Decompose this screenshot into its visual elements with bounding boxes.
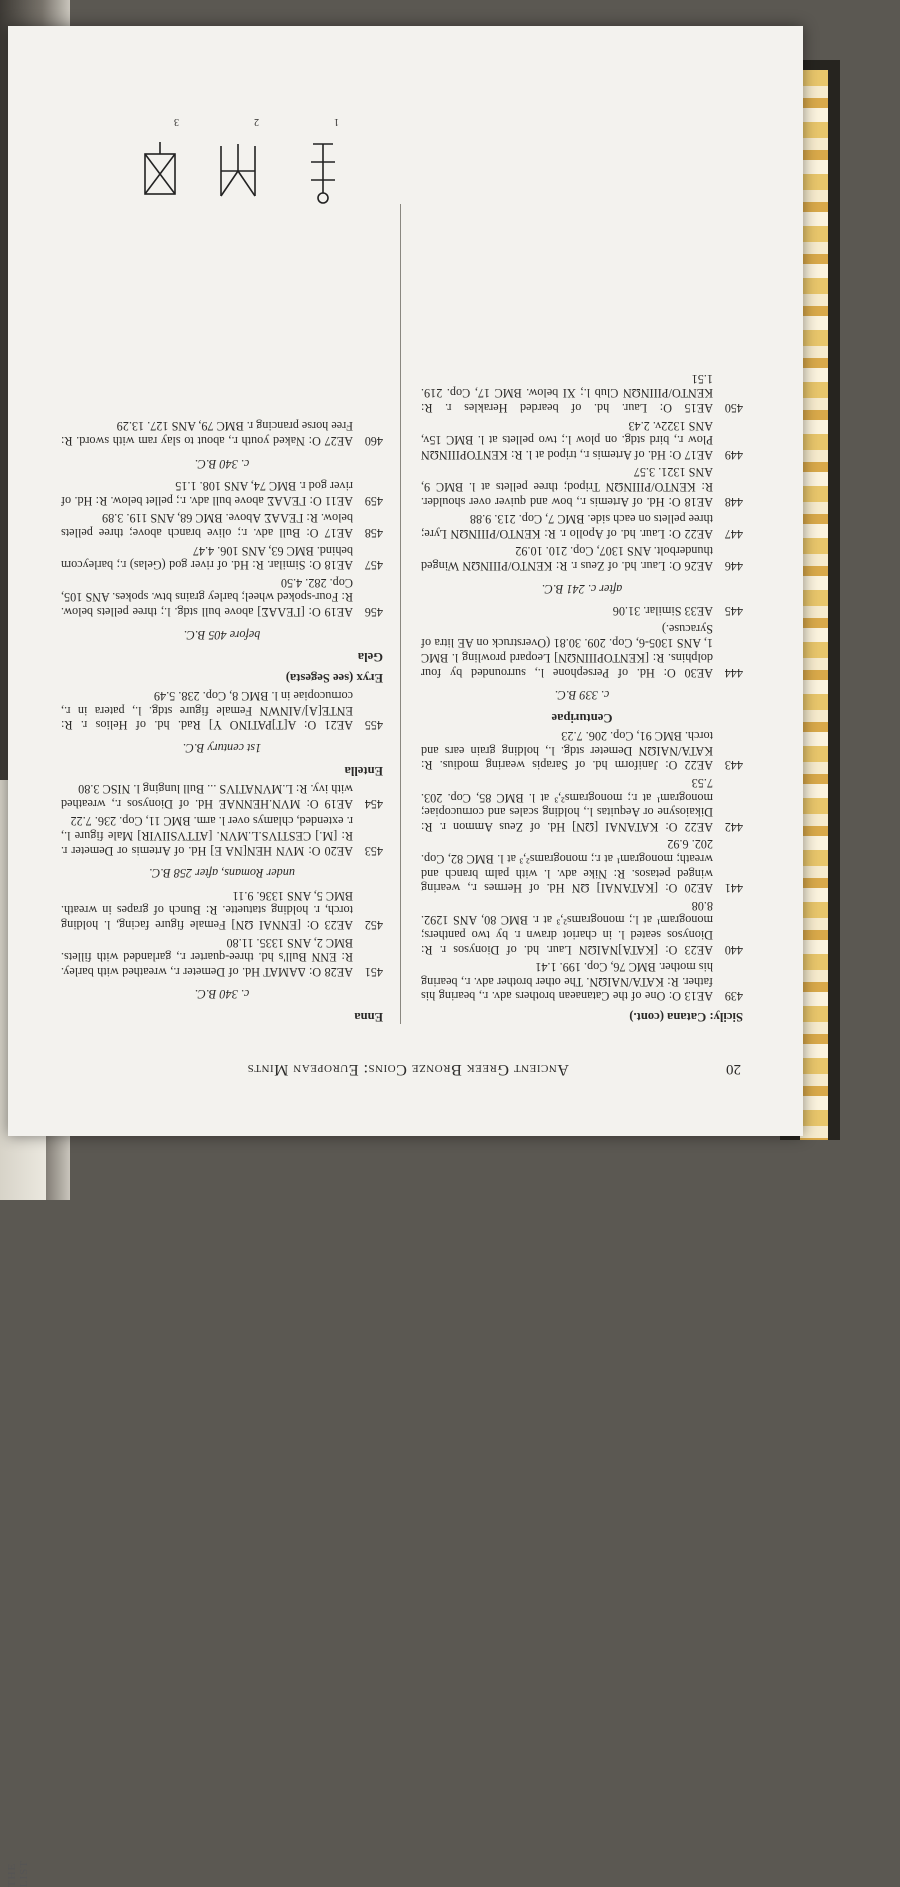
section-title-enna: Enna bbox=[354, 1010, 383, 1024]
entry-description: AE18 O: Hd. of Artemis r., bow and quiver over shoulder. R: KENTO/PIIINΩN Tripod; three pellets at l. BMC 9, ANS 1321. 3.57 bbox=[421, 465, 713, 509]
entry-list bbox=[61, 419, 383, 448]
page-edges bbox=[800, 70, 828, 1140]
entry-description: AE17 O: Hd. of Artemis r., tripod at l. R: KENTOPIIINΩN Plow r., bird stdg. on plow l.; two pellets at l. BMC 15v, ANS 1322v. 2.43 bbox=[421, 418, 713, 462]
entry-number: 451 bbox=[364, 964, 383, 979]
entry-number: 457 bbox=[364, 558, 383, 573]
entry-number: 449 bbox=[724, 447, 743, 462]
entry-number: 441 bbox=[724, 881, 743, 896]
monogram-1-icon bbox=[303, 136, 343, 206]
entry-number: 445 bbox=[724, 604, 743, 619]
monogram-2-label: 2 bbox=[254, 116, 259, 127]
page-content-rotated bbox=[8, 26, 803, 1136]
section-title-catana: Sicily: Catana (cont.) bbox=[629, 1010, 743, 1024]
entry-description: AE23 O: [KATA]NAIΩN Laur. hd. of Dionysos r. R: Dionysos seated l. in chariot drawn r. by two panthers; monogram¹ at l.; monograms²,³ at r. BMC 80, ANS 1292. 8.08 bbox=[421, 898, 713, 957]
coin-entry bbox=[421, 621, 743, 679]
entry-description: AE28 O: ΔAMAT Hd. of Demeter r., wreathed with barley. R: ENN Bull's hd. three-quarter r., garlanded with fillets. BMC 2, ANS 1335. 11.80 bbox=[61, 935, 353, 979]
entry-description: AE22 O: KATANAI [ΩN] Hd. of Zeus Ammon r. R: Dikaiosyne or Aequitas l., holding scales and cornucopiae; monogram¹ at r.; monograms²,³ at l. BMC 85, Cop. 203. 7.53 bbox=[421, 776, 713, 834]
running-title: Ancient Greek Bronze Coins: European Mints bbox=[247, 1061, 569, 1078]
facing-page-text: THE LIST bbox=[6, 1859, 30, 1887]
entry-number: 443 bbox=[724, 758, 743, 773]
entry-description: AE30 O: Hd. of Persephone l., surrounded by four dolphins. R: [KENTOPIIINΩN] Leopard prowling l. BMC 1, ANS 1305-6, Cop. 209. 30.81 (Overstruck on AE litra of Syracuse.) bbox=[421, 621, 713, 680]
coin-entry bbox=[421, 465, 743, 509]
entry-number: 439 bbox=[724, 989, 743, 1004]
coin-entry bbox=[421, 544, 743, 573]
coin-entry bbox=[421, 512, 743, 541]
monogram-3-label: 3 bbox=[174, 116, 179, 127]
entry-description: AE13 O: One of the Catanaean brothers adv. r., bearing his father. R: KATA/NAIΩN. The other brother adv. r., bearing his mother. BMC 76, Cop. 199. 1.41 bbox=[421, 960, 713, 1004]
entry-description: AE27 O: Naked youth r., about to slay ram with sword. R: Free horse prancing r. BMC 79, ANS 127. 13.29 bbox=[61, 419, 353, 448]
column-divider bbox=[400, 204, 401, 1024]
coin-entry bbox=[421, 729, 743, 773]
entry-list bbox=[61, 689, 383, 733]
monogram-2-icon bbox=[213, 136, 263, 206]
entry-description: AE17 O: Bull adv. r.; olive branch above; three pellets below. R: ΓΕΛΑΣ Above. BMC 68, ANS 119. 3.89 bbox=[61, 511, 353, 540]
coin-entry bbox=[61, 814, 383, 858]
period-heading: c. 340 B.C. bbox=[194, 987, 250, 1002]
monogram-3-icon bbox=[133, 136, 183, 206]
coin-entry bbox=[61, 888, 383, 932]
coin-entry bbox=[61, 575, 383, 619]
coin-entry bbox=[61, 935, 383, 979]
entry-number: 452 bbox=[364, 918, 383, 933]
entry-number: 454 bbox=[364, 796, 383, 811]
entry-list bbox=[61, 479, 383, 619]
entry-number: 453 bbox=[364, 843, 383, 858]
entry-number: 440 bbox=[724, 942, 743, 957]
monogram-1-label: 1 bbox=[334, 116, 339, 127]
coin-entry bbox=[61, 689, 383, 733]
entry-description: AE15 O: Laur. hd. of bearded Herakles r. R: KENTO/PIIINΩN Club l.; XI below. BMC 17, Cop. 219. 1.51 bbox=[421, 371, 713, 416]
coin-entry bbox=[421, 371, 743, 415]
entry-description: AE22 O: Laur. hd. of Apollo r. R: KENTO/PIIINΩN Lyre; three pellets on each side. BMC 7, Cop. 213. 9.88 bbox=[421, 512, 713, 541]
coin-entry bbox=[421, 960, 743, 1004]
left-column bbox=[421, 368, 743, 1028]
period-heading: c. 340 B.C. bbox=[194, 456, 250, 471]
entry-description: AE26 O: Laur. hd. of Zeus r. R: KENTO/PIIINΩN Winged thunderbolt. ANS 1307, Cop. 210. 10.92 bbox=[421, 544, 713, 573]
entry-description: AE19 O: MVN.HENNAE Hd. of Dionysos r., wreathed with ivy. R: L.MVNATIVS ... Bull lunging l. NISC 3.80 bbox=[61, 782, 353, 811]
coin-entry bbox=[61, 782, 383, 811]
entry-description: AE33 Similar. 31.06 bbox=[612, 604, 713, 619]
entry-description: AE18 O: Similar. R: Hd. of river god (Gelas) r.; barleycorn behind. BMC 63, ANS 106. 4.47 bbox=[61, 543, 353, 573]
entry-number: 442 bbox=[724, 819, 743, 834]
entry-description: AE23 O: [ENNAI ΩN] Female figure facing, l. holding torch, r. holding statuette. R: Bunch of grapes in wreath. BMC 5, ANS 1336. 9.11 bbox=[61, 888, 353, 933]
entry-list bbox=[421, 371, 743, 573]
monogram-footnotes bbox=[93, 96, 343, 206]
monogram-3 bbox=[123, 116, 183, 206]
entry-description: AE19 O: [ΓΕΛΑΣ] above bull stdg. l.; three pellets below. R: Four-spoked wheel; barley grains btw. spokes. ANS 105, Cop. 282. 4.50 bbox=[61, 575, 353, 619]
entry-description: AE22 O: Janiform hd. of Sarapis wearing modius. R: KATA/NAIΩN Demeter stdg. l., holding grain ears and torch. BMC 91, Cop. 206. 7.23 bbox=[421, 729, 713, 773]
period-heading: 1st century B.C. bbox=[182, 741, 262, 756]
coin-entry bbox=[61, 479, 383, 508]
entry-number: 458 bbox=[364, 525, 383, 540]
entry-number: 444 bbox=[724, 665, 743, 680]
monogram-2 bbox=[203, 116, 263, 206]
section-title-gela: Gela bbox=[357, 650, 383, 665]
entry-list bbox=[61, 782, 383, 858]
entry-number: 456 bbox=[364, 604, 383, 619]
entry-description: AE20 O: [KATANAI] ΩN Hd. of Hermes r., wearing winged petasos. R: Nike adv. l. with palm branch and wreath; monogram¹ at r.; monograms²,³ at l. BMC 82, Cop. 202. 6.92 bbox=[421, 837, 713, 896]
entry-number: 460 bbox=[364, 434, 383, 448]
entry-number: 450 bbox=[724, 401, 743, 416]
entry-description: AE21 O: A[T]PATINO Y] Rad. hd. of Helios r. R: ENTE[A]/AINWN Female figure stdg. l., patera in r., cornucopiae in l. BMC 8, Cop. 238. 5.49 bbox=[61, 689, 353, 733]
coin-entry bbox=[421, 418, 743, 462]
running-head bbox=[70, 1060, 741, 1078]
entry-description: AE20 O: MVN HEN[NA E] Hd. of Artemis or Demeter r. R: [M.] CESTIVS.L.MVN. [ATTVSIIVIR] Male figure l., r. extended, chlamys over l. arm. BMC 11, Cop. 236. 7.22 bbox=[61, 814, 353, 858]
entry-number: 448 bbox=[724, 494, 743, 509]
period-heading: before 405 B.C. bbox=[183, 627, 261, 642]
right-column bbox=[61, 416, 383, 1028]
entry-number: 455 bbox=[364, 718, 383, 733]
entry-number: 459 bbox=[364, 493, 383, 508]
coin-entry bbox=[61, 543, 383, 572]
section-title-centuripae: Centuripae bbox=[551, 710, 613, 725]
entry-description: AE11 O: ΓΕΛΑΣ above bull adv. r.; pellet below. R: Hd. of river god r. BMC 74, ANS 108. 1.15 bbox=[61, 479, 353, 508]
entry-number: 446 bbox=[724, 558, 743, 573]
section-title-eryx: Eryx (see Segesta) bbox=[285, 670, 383, 685]
coin-entry bbox=[61, 419, 383, 448]
period-heading: under Romans, after 258 B.C. bbox=[149, 866, 295, 881]
entry-list bbox=[61, 888, 383, 979]
coin-entry bbox=[421, 898, 743, 956]
section-title-entella: Entella bbox=[344, 763, 383, 778]
entry-number: 447 bbox=[724, 526, 743, 541]
page-number: 20 bbox=[726, 1061, 741, 1077]
coin-entry bbox=[421, 837, 743, 895]
entry-list bbox=[421, 729, 743, 1004]
entry-list bbox=[421, 604, 743, 680]
book-page bbox=[8, 26, 803, 1136]
coin-entry bbox=[61, 511, 383, 540]
coin-entry bbox=[421, 604, 743, 619]
period-heading: after c. 241 B.C. bbox=[541, 581, 623, 596]
period-heading: c. 339 B.C. bbox=[554, 688, 610, 703]
monogram-1 bbox=[283, 116, 343, 206]
coin-entry bbox=[421, 776, 743, 834]
